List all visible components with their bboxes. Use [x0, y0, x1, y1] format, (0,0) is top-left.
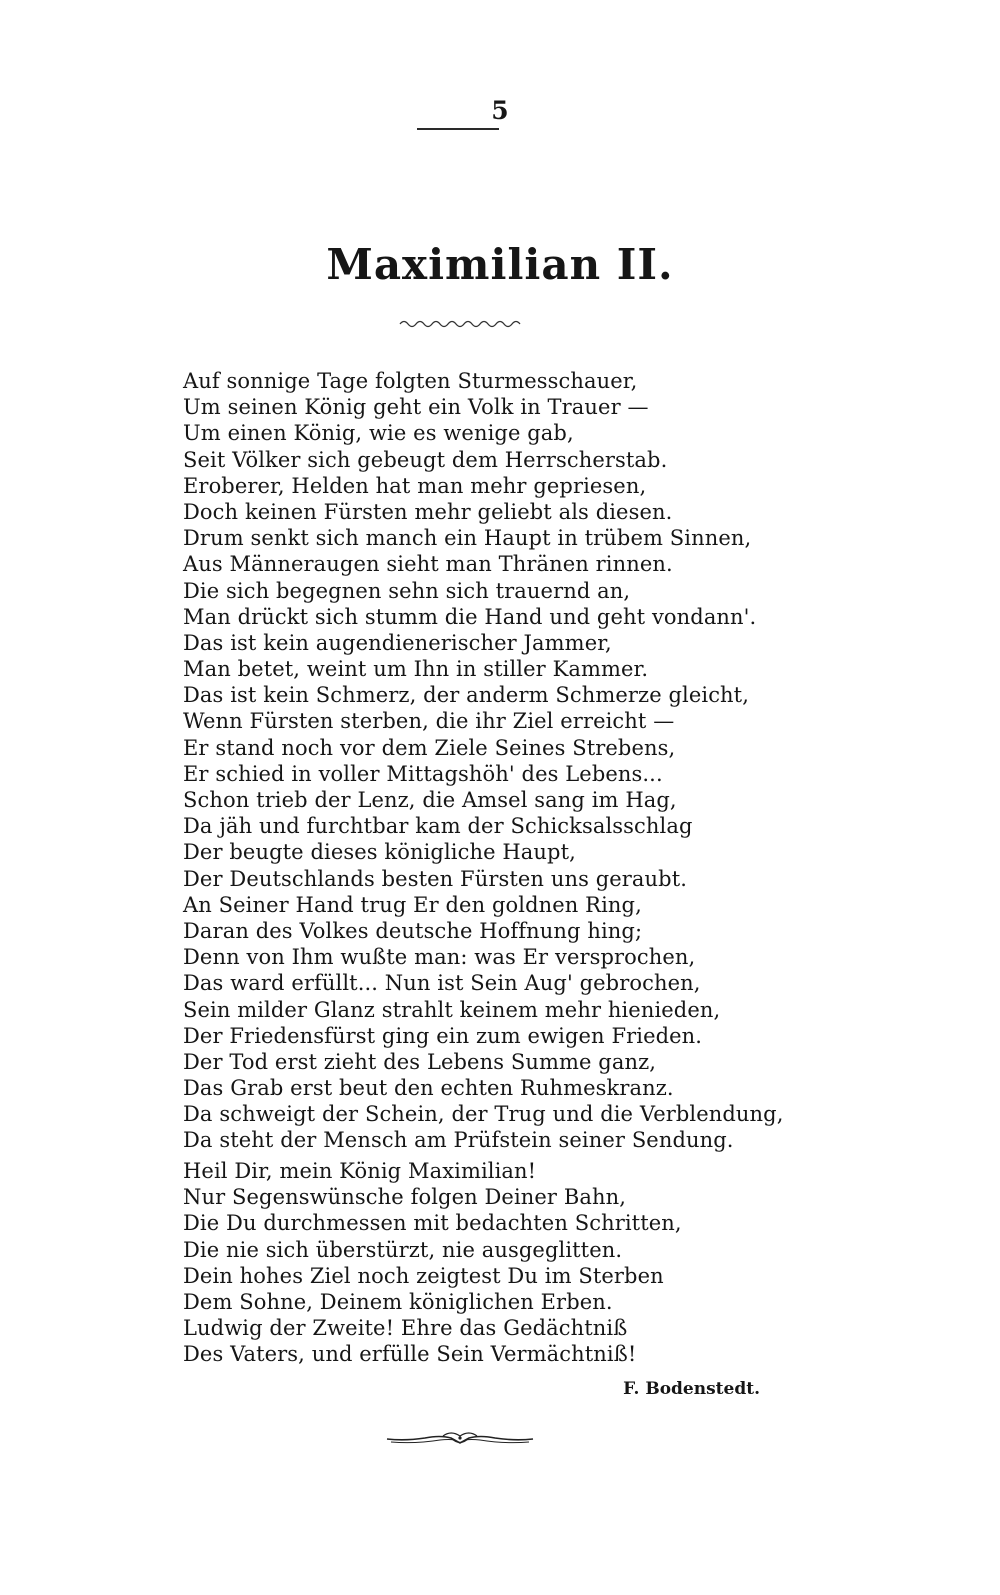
verse-line: Daran des Volkes deutsche Hoffnung hing;	[183, 918, 643, 943]
verse-line: Man drückt sich stumm die Hand und geht vondann'.	[183, 604, 757, 629]
verse-line: Um seinen König geht ein Volk in Trauer —	[183, 395, 649, 420]
verse-line: Da schweigt der Schein, der Trug und die Verblendung,	[183, 1102, 784, 1127]
verse-line: Sein milder Glanz strahlt keinem mehr hienieden,	[183, 997, 721, 1022]
verse-line: Seit Völker sich gebeugt dem Herrscherstab.	[183, 447, 668, 472]
verse-line: Man betet, weint um Ihn in stiller Kammer.	[183, 657, 649, 682]
verse-line: Wenn Fürsten sterben, die ihr Ziel erreicht —	[183, 709, 675, 734]
verse-line: Er stand noch vor dem Ziele Seines Strebens,	[183, 735, 676, 760]
verse-line: Die nie sich überstürzt, nie ausgeglitten.	[183, 1237, 623, 1262]
verse-line: Das ward erfüllt... Nun ist Sein Aug' gebrochen,	[183, 971, 701, 996]
verse-line: Das Grab erst beut den echten Ruhmeskranz.	[183, 1076, 674, 1101]
page-number: 5	[491, 96, 509, 125]
author-signature: F. Bodenstedt.	[623, 1379, 760, 1399]
verse-line: Der Tod erst zieht des Lebens Summe ganz,	[183, 1049, 657, 1074]
verse-line: Denn von Ihm wußte man: was Er versprochen,	[183, 945, 696, 970]
verse-line: Er schied in voller Mittagshöh' des Lebens...	[183, 761, 663, 786]
verse-line: Nur Segenswünsche folgen Deiner Bahn,	[183, 1185, 627, 1210]
verse-line: Die sich begegnen sehn sich trauernd an,	[183, 578, 631, 603]
verse-line: Dem Sohne, Deinem königlichen Erben.	[183, 1289, 613, 1314]
verse-line: Des Vaters, und erfülle Sein Vermächtniß!	[183, 1342, 637, 1367]
verse-line: Ludwig der Zweite! Ehre das Gedächtniß	[183, 1316, 628, 1341]
verse-line: Der beugte dieses königliche Haupt,	[183, 840, 576, 865]
poem-title: Maximilian II.	[326, 240, 674, 289]
verse-line: Das ist kein augendienerischer Jammer,	[183, 630, 612, 655]
stanza-1	[183, 368, 783, 1154]
scroll-flourish-icon	[385, 1427, 535, 1449]
verse-line: Die Du durchmessen mit bedachten Schritten,	[183, 1211, 682, 1236]
verse-line: Eroberer, Helden hat man mehr gepriesen,	[183, 473, 647, 498]
verse-line: An Seiner Hand trug Er den goldnen Ring,	[183, 892, 642, 917]
wavy-rule-icon	[398, 318, 522, 330]
verse-line: Um einen König, wie es wenige gab,	[183, 421, 574, 446]
verse-line: Schon trieb der Lenz, die Amsel sang im Hag,	[183, 788, 677, 812]
verse-line: Heil Dir, mein König Maximilian!	[183, 1159, 537, 1183]
verse-line: Drum senkt sich manch ein Haupt in trübem Sinnen,	[183, 526, 752, 551]
verse-line: Doch keinen Fürsten mehr geliebt als diesen.	[183, 499, 673, 524]
stanza-2	[183, 1158, 682, 1368]
verse-line: Aus Männeraugen sieht man Thränen rinnen.	[183, 552, 673, 577]
page-number-rule	[417, 128, 499, 130]
verse-line: Der Deutschlands besten Fürsten uns geraubt.	[183, 866, 688, 891]
verse-line: Das ist kein Schmerz, der anderm Schmerze gleicht,	[183, 683, 750, 708]
verse-line: Dein hohes Ziel noch zeigtest Du im Sterben	[183, 1263, 664, 1288]
verse-line: Da jäh und furchtbar kam der Schicksalsschlag	[183, 814, 693, 839]
verse-line: Auf sonnige Tage folgten Sturmesschauer,	[183, 369, 638, 393]
verse-line: Der Friedensfürst ging ein zum ewigen Frieden.	[183, 1023, 703, 1048]
verse-line: Da steht der Mensch am Prüfstein seiner Sendung.	[183, 1128, 734, 1153]
